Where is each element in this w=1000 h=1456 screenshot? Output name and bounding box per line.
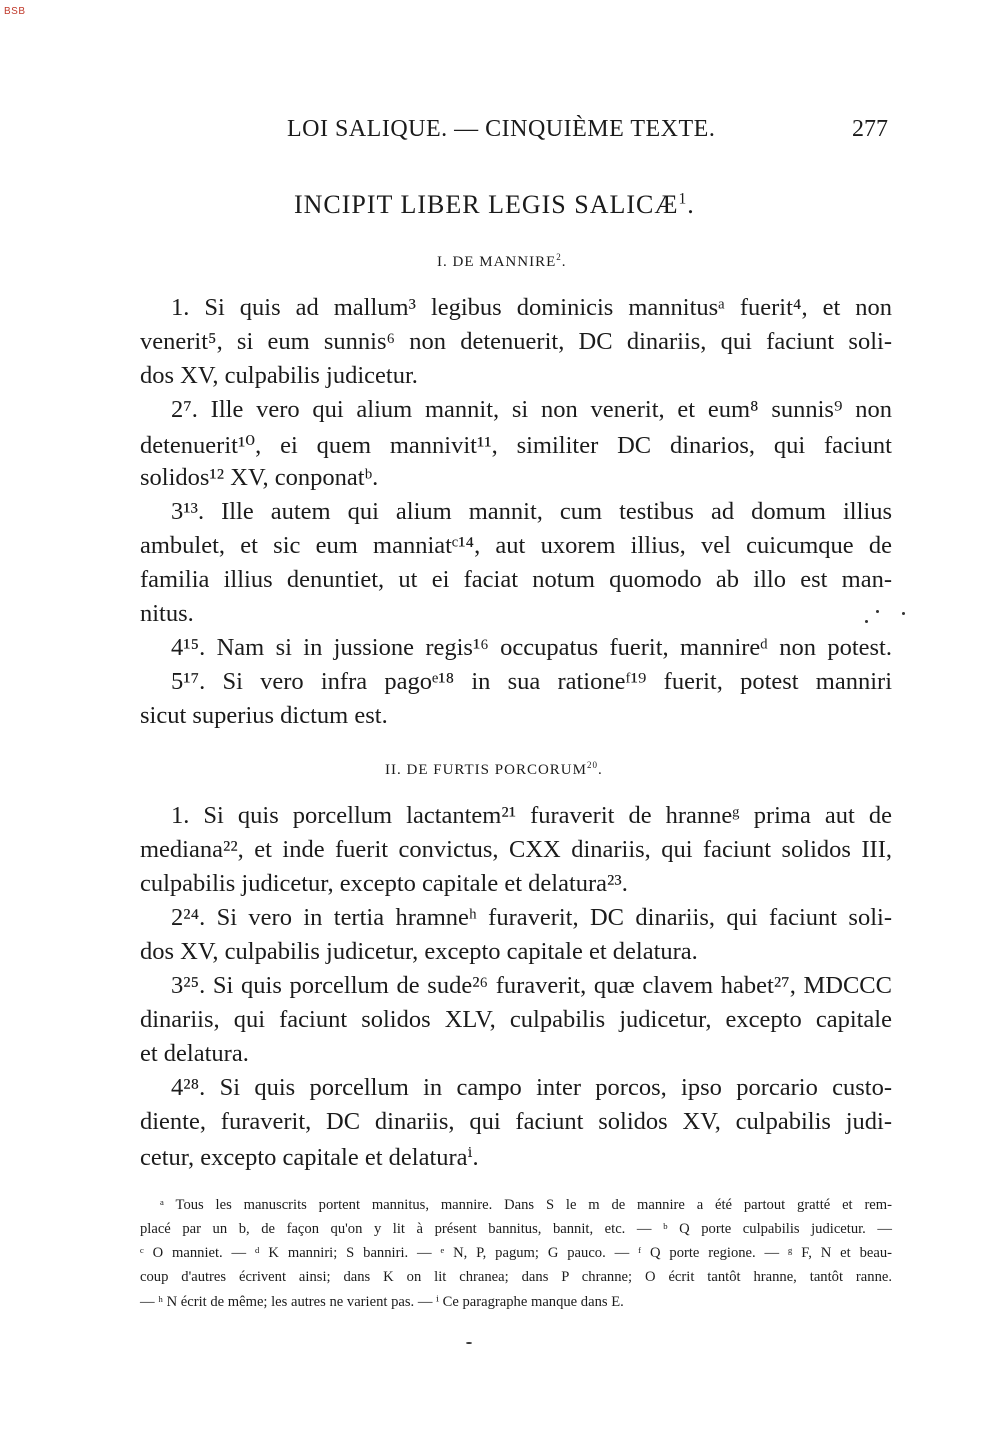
text-line: 2²⁴. Si vero in tertia hramneʰ furaverit, DC dinariis, qui faciunt soli-: [171, 904, 892, 931]
title-note: 1: [678, 190, 688, 208]
text-line: 4¹⁵. Nam si in jussione regis¹⁶ occupatus fuerit, mannireᵈ non potest.: [171, 634, 892, 661]
text-line: sicut superius dictum est.: [140, 702, 388, 729]
text-line: solidos¹² XV, conponatᵇ.: [140, 464, 379, 491]
text-line: mediana²², et inde fuerit convictus, CXX dinariis, qui faciunt solidos III,: [140, 836, 892, 863]
footnote-line: placé par un b, de façon qu'on y lit à présent bannitus, bannit, etc. — ᵇ Q porte culpabilis judicetur. —: [140, 1221, 892, 1237]
text-line: 5¹⁷. Si vero infra pagoᵉ¹⁸ in sua rationeᶠ¹⁹ fuerit, potest manniri: [171, 668, 892, 695]
scan-speck: [865, 620, 868, 623]
text-line: dos XV, culpabilis judicetur, excepto capitale et delatura.: [140, 938, 698, 965]
page-number: 277: [852, 116, 888, 142]
section-heading-note: 20: [586, 760, 598, 770]
text-line: 1. Si quis porcellum lactantem²¹ furaverit de hranneᵍ prima aut de: [171, 802, 892, 829]
text-line: 1. Si quis ad mallum³ legibus dominicis mannitusᵃ fuerit⁴, et non: [171, 294, 892, 321]
scan-speck: [876, 610, 879, 613]
footnote-line: ᵃ Tous les manuscrits portent mannitus, mannire. Dans S le m de mannire a été partout gratté et rem-: [160, 1197, 892, 1213]
footnote-line: ᶜ O manniet. — ᵈ K manniri; S banniri. — ᵉ N, P, pagum; G pauco. — ᶠ Q porte regione. — ᵍ F, N et beau-: [140, 1245, 892, 1261]
text-line: 3²⁵. Si quis porcellum de sude²⁶ furaverit, quæ clavem habet²⁷, MDCCC: [171, 972, 892, 999]
running-title: LOI SALIQUE. — CINQUIÈME TEXTE.: [287, 116, 716, 142]
text-line: dos XV, culpabilis judicetur.: [140, 362, 418, 389]
text-line: nitus.: [140, 600, 194, 627]
title-text: INCIPIT LIBER LEGIS SALICÆ: [294, 190, 679, 219]
footnote-line: — ʰ N écrit de même; les autres ne varient pas. — ⁱ Ce paragraphe manque dans E.: [140, 1294, 624, 1310]
text-line: 2⁷. Ille vero qui alium mannit, si non venerit, et eum⁸ sunnis⁹ non: [171, 396, 892, 423]
library-stamp: BSB: [4, 6, 26, 17]
text-line: ambulet, et sic eum manniatᶜ¹⁴, aut uxorem illius, vel cuicumque de: [140, 532, 892, 559]
text-line: 4²⁸. Si quis porcellum in campo inter porcos, ipso porcario custo-: [171, 1074, 892, 1101]
footnote-line: coup d'autres écrivent ainsi; dans K on lit chranea; dans P chranne; O écrit tantôt hranne, tantôt ranne.: [140, 1269, 892, 1285]
section-heading-text: II. DE FURTIS PORCORUM: [385, 762, 587, 778]
section-heading: II. DE FURTIS PORCORUM$^{20}$.: [385, 760, 603, 778]
text-line: et delatura.: [140, 1040, 249, 1067]
section-heading-note: 2: [556, 252, 562, 262]
section-heading: I. DE MANNIRE$^2$.: [437, 252, 567, 270]
text-line: cetur, excepto capitale et delaturaⁱ.: [140, 1144, 479, 1171]
scan-speck: [466, 1342, 472, 1344]
text-line: detenuerit¹⁰, ei quem mannivit¹¹, similiter DC dinarios, qui faciunt: [140, 432, 892, 459]
section-heading-text: I. DE MANNIRE: [437, 254, 557, 270]
text-line: venerit⁵, si eum sunnis⁶ non detenuerit, DC dinariis, qui faciunt soli-: [140, 328, 892, 355]
text-line: 3¹³. Ille autem qui alium mannit, cum testibus ad domum illius: [171, 498, 892, 525]
text-line: dinariis, qui faciunt solidos XLV, culpabilis judicetur, excepto capitale: [140, 1006, 892, 1033]
text-line: diente, furaverit, DC dinariis, qui faciunt solidos XV, culpabilis judi-: [140, 1108, 892, 1135]
scan-speck: [902, 612, 905, 615]
text-line: culpabilis judicetur, excepto capitale et delatura²³.: [140, 870, 628, 897]
text-line: familia illius denuntiet, ut ei faciat notum quomodo ab illo est man-: [140, 566, 892, 593]
